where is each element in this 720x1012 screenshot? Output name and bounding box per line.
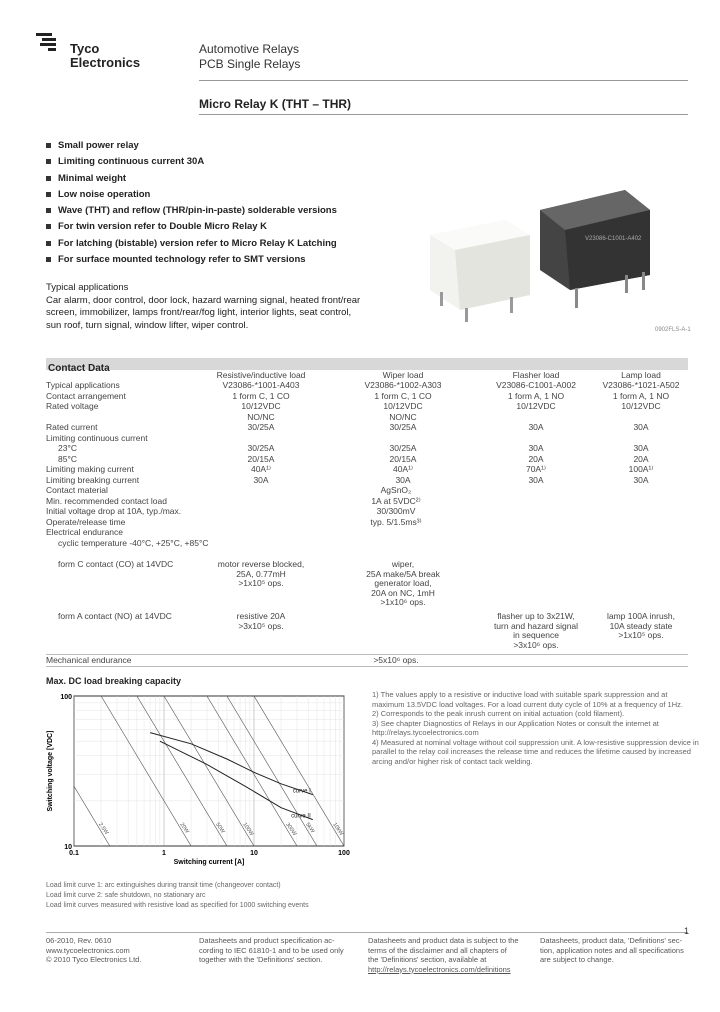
row-label: cyclic temperature -40°C, +25°C, +85°C: [58, 537, 209, 548]
chart-title: Max. DC load breaking capacity: [46, 676, 182, 686]
row-cell: 20/15A: [389, 453, 417, 464]
row-label: Rated voltage: [46, 401, 99, 411]
row-cell: 20/15A: [247, 453, 275, 464]
relay-black: [540, 190, 650, 308]
footer-line: Datasheets and product specification ac-: [199, 936, 335, 945]
row-cell: V23086-*1002-A303: [364, 380, 442, 390]
row-cell: 30A: [528, 443, 544, 453]
form-a-col4-line: lamp 100A inrush,: [606, 611, 676, 621]
footer-line: together with the 'Definitions' section.: [199, 955, 323, 964]
row-cell: 10/12VDC: [516, 401, 556, 411]
row-span-value: 1A at 5VDC²⁾: [371, 495, 421, 506]
form-a-col1: [196, 612, 326, 631]
footer-divider: [46, 932, 688, 933]
feature-item: Low noise operation: [46, 187, 337, 203]
dc-load-chart: [40, 688, 370, 878]
row-cell: V23086-*1001-A403: [222, 380, 300, 390]
col-header: Wiper load: [382, 370, 424, 380]
form-a-col3-line: turn and hazard signal: [493, 620, 579, 631]
form-c-col1-line: motor reverse blocked,: [217, 559, 305, 569]
logo-line-2: Electronics: [70, 55, 141, 70]
feature-item: Minimal weight: [46, 171, 337, 187]
footer-col2: [199, 936, 344, 965]
x-axis-label: Switching current [A]: [173, 859, 245, 866]
feature-item: For latching (bistable) version refer to Micro Relay K Latching: [46, 236, 337, 252]
form-a-col3-line: flasher up to 3x21W,: [497, 611, 575, 621]
footer-col3: [368, 936, 519, 974]
row-cell: 1 form A, 1 NO: [612, 390, 670, 401]
x-tick-label: 1: [162, 850, 166, 857]
row-label: Rated current: [46, 422, 98, 432]
row-cell: 30A: [528, 474, 544, 485]
series-curve: [160, 741, 313, 819]
footnote: 1) The values apply to a resistive or inductive load with suitable spark suppression and at maximum 13.5VDC load voltages. For a load current duty cycle of 10% at a frequency of 1Hz.: [372, 690, 683, 709]
col-header: Flasher load: [512, 370, 560, 380]
row-cell: 40A¹⁾: [250, 464, 272, 474]
row-cell: V23086-*1021-A502: [602, 380, 680, 390]
feature-list: [46, 138, 337, 268]
form-a-col1-line: resistive 20A: [236, 611, 286, 621]
row-span-value: AgSnO₂: [380, 485, 412, 495]
row-span-value: 30/300mV: [376, 506, 416, 516]
feature-item: For surface mounted technology refer to SMT versions: [46, 252, 337, 268]
power-line-label: 5kW: [304, 821, 316, 835]
footer-line: www.tycoelectronics.com: [46, 945, 130, 955]
form-a-label: form A contact (NO) at 14VDC: [58, 611, 172, 621]
form-a-col3: [471, 612, 601, 650]
form-c-col2-line: 20A on NC, 1mH: [371, 587, 435, 598]
row-cell: 1 form C, 1 CO: [374, 390, 432, 401]
row-cell: 30A: [633, 443, 649, 453]
power-line: [74, 688, 344, 878]
legend-line: Load limit curve 1: arc extinguishes during transit time (changeover contact): [46, 882, 281, 889]
form-a-col4-line: 10A steady state: [609, 620, 673, 631]
form-c-col2-line: >1x10⁶ ops.: [380, 597, 426, 607]
mechanical-divider-bottom: [46, 666, 688, 667]
footer-line: Datasheets, product data, 'Definitions' sec-: [540, 936, 683, 945]
x-tick-label: 100: [338, 850, 350, 857]
footer-col1: [46, 936, 141, 965]
row-cell: 10/12VDC: [383, 401, 423, 411]
form-a-col4-line: >1x10⁵ ops.: [618, 630, 664, 640]
series-curve: [150, 733, 313, 795]
row-label: Contact material: [46, 485, 108, 495]
mechanical-value: >5x10⁶ ops.: [373, 655, 419, 665]
row-cell: 70A¹⁾: [525, 464, 547, 474]
typical-applications: [46, 282, 366, 332]
row-label: Electrical endurance: [46, 527, 124, 537]
row-label: Limiting continuous current: [46, 432, 148, 443]
power-line: [74, 688, 344, 878]
logo-text: [70, 42, 140, 70]
logo-line-1: Tyco: [70, 41, 100, 56]
power-line-label: 20W: [178, 821, 190, 835]
power-line-label: 2.5W: [97, 821, 110, 836]
row-label: Limiting breaking current: [46, 474, 140, 485]
power-line: [74, 688, 344, 846]
row-cell: 30/25A: [389, 443, 417, 453]
power-line: [74, 688, 344, 878]
footer-line: © 2010 Tyco Electronics Ltd.: [46, 955, 142, 964]
footer-line: the 'Definitions' section, available at: [368, 955, 487, 964]
footer-line: tion, application notes and all specifications: [540, 945, 684, 955]
row-cell: 100A¹⁾: [628, 464, 654, 474]
row-cell: 30A: [253, 474, 269, 485]
mechanical-divider: [46, 654, 688, 655]
row-cell: NO/NC: [389, 411, 417, 422]
row-cell: 20A: [633, 453, 649, 464]
footnote: 3) See chapter Diagnostics of Relays in our Application Notes or consult the internet at http://relays.tycoelectronics.com: [372, 718, 659, 737]
row-cell: 10/12VDC: [241, 401, 281, 411]
row-cell: 30A: [395, 474, 411, 485]
y-axis-label: Switching voltage [VDC]: [47, 730, 54, 812]
row-cell: NO/NC: [247, 411, 275, 422]
contact-data-heading: [46, 358, 688, 374]
category-line-2: PCB Single Relays: [199, 57, 301, 71]
relay-white: [430, 220, 530, 322]
form-c-col2-line: generator load,: [374, 578, 432, 588]
category: [199, 42, 300, 72]
row-span-value: typ. 5/1.5ms³⁾: [370, 516, 422, 527]
power-line: [74, 688, 344, 878]
category-line-1: Automotive Relays: [199, 42, 300, 56]
row-cell: 30A: [633, 474, 649, 485]
power-line: [74, 688, 344, 878]
power-line-label: 10kW: [331, 821, 345, 837]
col-header: Lamp load: [621, 370, 661, 380]
footer-link[interactable]: http://relays.tycoelectronics.com/definitions: [368, 964, 511, 974]
row-label: 23°C: [58, 443, 77, 453]
feature-item: Wave (THT) and reflow (THR/pin-in-paste) solderable versions: [46, 203, 337, 219]
footnotes: [372, 690, 702, 766]
row-cell: 1 form A, 1 NO: [507, 390, 565, 401]
feature-item: Limiting continuous current 30A: [46, 154, 337, 170]
applications-heading: Typical applications: [46, 282, 129, 293]
form-c-col2: [338, 560, 468, 608]
image-code: 0902FLS-A-1: [655, 327, 691, 333]
series-label: curve I: [292, 788, 311, 795]
form-c-col1: [196, 560, 326, 589]
feature-item: For twin version refer to Double Micro Relay K: [46, 219, 337, 235]
power-line-label: 50W: [214, 821, 226, 835]
form-a-col4: [586, 612, 696, 641]
x-tick-label: 0.1: [69, 850, 79, 857]
row-cell: 10/12VDC: [621, 401, 661, 411]
form-c-label: form C contact (CO) at 14VDC: [58, 559, 174, 569]
row-label: 85°C: [58, 453, 77, 464]
contact-data-title: Contact Data: [48, 363, 110, 374]
x-tick-label: 10: [250, 850, 258, 857]
footer-line: cording to IEC 61810-1 and to be used only: [199, 945, 344, 955]
power-line-label: 100W: [241, 821, 255, 838]
form-a-col1-line: >3x10⁵ ops.: [238, 620, 284, 631]
row-cell: 1 form C, 1 CO: [232, 390, 290, 401]
form-c-col2-line: 25A make/5A break: [366, 568, 440, 579]
row-cell: V23086-C1001-A002: [496, 380, 576, 390]
tyco-logo: [34, 30, 141, 70]
row-cell: 40A¹⁾: [392, 464, 414, 474]
row-label: Operate/release time: [46, 516, 126, 527]
y-tick-label: 10: [64, 844, 72, 851]
form-c-col2-line: wiper,: [391, 559, 415, 569]
row-label: Contact arrangement: [46, 390, 126, 401]
applications-text: Car alarm, door control, door lock, hazard warning signal, heated front/rear screen, immobilizer, lamps front/rear/fog light, interior lights, seat control, sun roof, turn signal, window lifter, wiper control.: [46, 294, 361, 331]
footnote: 2) Corresponds to the peak inrush current on initial actuation (cold filament).: [372, 709, 625, 718]
title-divider: [199, 114, 688, 115]
header-divider: [199, 80, 688, 81]
footer-line: 06-2010, Rev. 0610: [46, 936, 112, 945]
form-c-col1-line: 25A, 0.77mH: [236, 568, 286, 579]
page-number: 1: [684, 926, 690, 936]
row-label: Min. recommended contact load: [46, 495, 167, 506]
form-a-col3-line: >3x10⁶ ops.: [513, 639, 559, 650]
feature-item: Small power relay: [46, 138, 337, 154]
mechanical-label: Mechanical endurance: [46, 655, 132, 665]
footer-line: Datasheets and product data is subject to the: [368, 936, 519, 945]
tyco-logo-mark-icon: [34, 30, 66, 52]
chart-legend: [46, 881, 309, 911]
row-cell: 30/25A: [247, 422, 275, 432]
product-photo: [410, 180, 690, 325]
footer-line: are subject to change.: [540, 955, 614, 964]
row-cell: 30/25A: [247, 443, 275, 453]
page-title: Micro Relay K (THT – THR): [199, 97, 352, 111]
row-cell: 20A: [528, 453, 544, 464]
footer-col4: [540, 936, 684, 965]
legend-line: Load limit curve 2: safe shutdown, no stationary arc: [46, 892, 206, 899]
row-cell: 30A: [633, 422, 649, 432]
relay-label: V23086-C1001-A402: [585, 236, 642, 242]
legend-line: Load limit curves measured with resistive load as specified for 1000 switching events: [46, 902, 309, 909]
footer-line: terms of the disclaimer and all chapters of: [368, 945, 507, 955]
row-label: Initial voltage drop at 10A, typ./max.: [46, 506, 182, 516]
row-cell: 30A: [528, 422, 544, 432]
form-c-col1-line: >1x10⁵ ops.: [238, 578, 284, 588]
row-label: Limiting making current: [46, 464, 134, 474]
series-label: curve II: [291, 813, 311, 820]
y-tick-label: 100: [60, 694, 72, 701]
row-label: Typical applications: [46, 380, 120, 390]
col-header: Resistive/inductive load: [216, 370, 306, 380]
footnote: 4) Measured at nominal voltage without coil suppression unit. A low-resistive suppression device in parallel to the relay coil increases the release time and reduces the lifetime caused by increased arcing and/or higher risk of contact tack welding.: [372, 737, 699, 766]
row-cell: 30/25A: [389, 422, 417, 432]
power-line-label: 300W: [284, 821, 298, 838]
form-a-col3-line: in sequence: [513, 630, 559, 640]
